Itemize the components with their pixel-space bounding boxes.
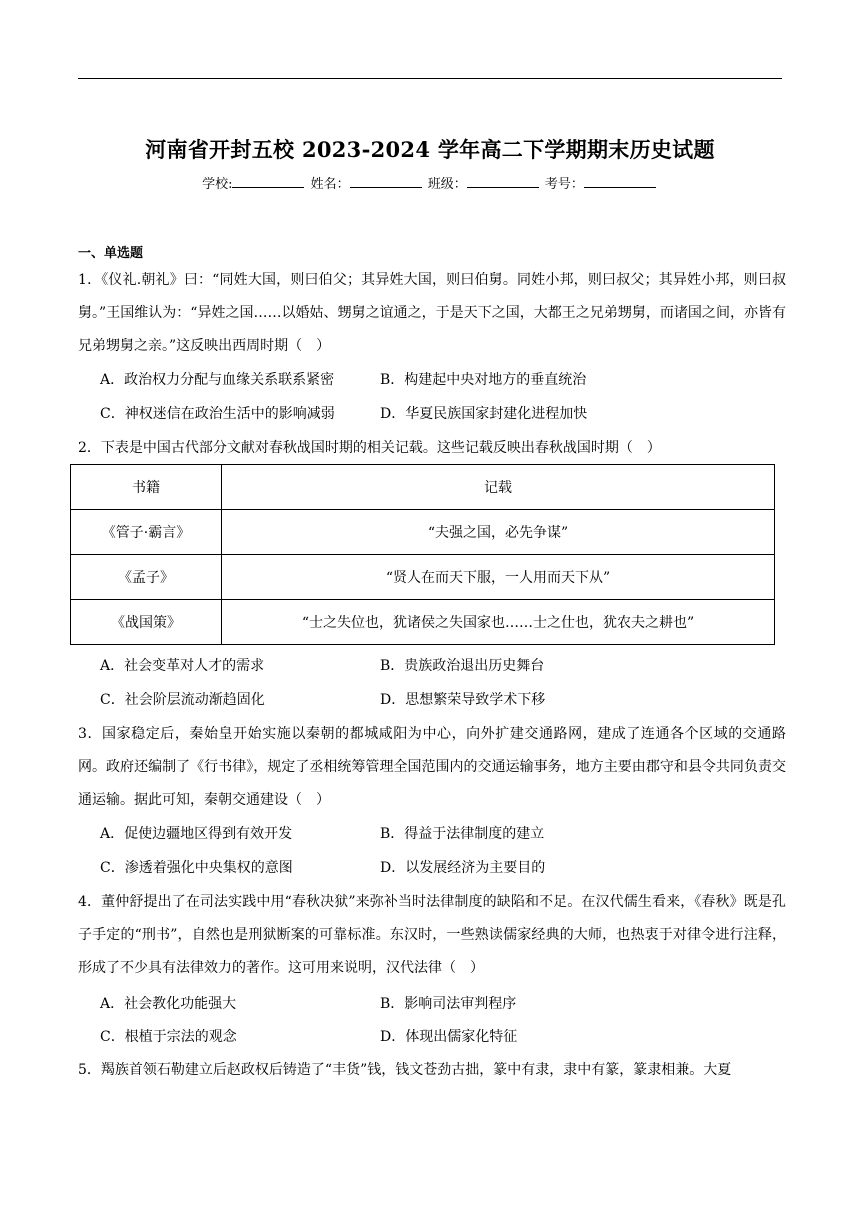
name-label: 姓名： bbox=[310, 177, 350, 192]
school-label: 学校: bbox=[202, 177, 233, 192]
q4-option-a[interactable]: A．社会教化功能强大 bbox=[100, 996, 237, 1012]
exam-title: 河南省开封五校 2023-2024 学年高二下学期期末历史试题 bbox=[145, 137, 715, 162]
question-1-stem: 1．《仪礼.朝礼》曰：“同姓大国，则曰伯父；其异姓大国，则曰伯舅。同姓小邦，则曰叔父；其异姓小邦，则曰叔舅。”王国维认为：“异姓之国……以婚姑、甥舅之谊通之，于是天下之国，大都王之兄弟甥舅，而诸国之间，亦皆有兄弟甥舅之亲。”这反映出西周时期（ ） bbox=[78, 272, 786, 354]
records-table bbox=[70, 464, 775, 645]
q2-option-c[interactable]: C．社会阶层流动渐趋固化 bbox=[100, 692, 265, 708]
q1-option-d[interactable]: D．华夏民族国家封建化进程加快 bbox=[380, 406, 588, 422]
q2-option-d[interactable]: D．思想繁荣导致学术下移 bbox=[380, 692, 546, 708]
q2-option-b[interactable]: B．贵族政治退出历史舞台 bbox=[380, 658, 545, 674]
class-blank[interactable] bbox=[467, 175, 539, 188]
table-row bbox=[71, 600, 775, 645]
q3-option-c[interactable]: C．渗透着强化中央集权的意图 bbox=[100, 860, 293, 876]
table-cell-book: 《战国策》 bbox=[71, 600, 222, 645]
section-title: 一、单选题 bbox=[78, 246, 144, 261]
q3-option-b[interactable]: B．得益于法律制度的建立 bbox=[380, 826, 545, 842]
table-row bbox=[71, 555, 775, 600]
q4-option-b[interactable]: B．影响司法审判程序 bbox=[380, 996, 517, 1012]
table-cell-record: “贤人在而天下服，一人用而天下从” bbox=[222, 555, 775, 600]
q1-option-a[interactable]: A．政治权力分配与血缘关系联系紧密 bbox=[100, 372, 335, 388]
class-label: 班级： bbox=[427, 177, 467, 192]
exam-number-label: 考号： bbox=[544, 177, 584, 192]
question-4-stem: 4．董仲舒提出了在司法实践中用“春秋决狱”来弥补当时法律制度的缺陷和不足。在汉代儒生看来，《春秋》既是孔子手定的“刑书”，自然也是刑狱断案的可靠标准。东汉时，一些熟读儒家经典的大师，也热衷于对律令进行注释，形成了不少具有法律效力的著作。这可用来说明，汉代法律（ ） bbox=[78, 894, 786, 976]
q3-option-a[interactable]: A．促使边疆地区得到有效开发 bbox=[100, 826, 293, 842]
table-header-book: 书籍 bbox=[71, 465, 222, 510]
q4-option-d[interactable]: D．体现出儒家化特征 bbox=[380, 1029, 518, 1045]
name-blank[interactable] bbox=[350, 175, 422, 188]
q1-option-c[interactable]: C．神权迷信在政治生活中的影响减弱 bbox=[100, 406, 335, 422]
header-rule bbox=[78, 78, 782, 79]
table-cell-record: “士之失位也，犹诸侯之失国家也……士之仕也，犹农夫之耕也” bbox=[222, 600, 775, 645]
question-3-stem: 3．国家稳定后，秦始皇开始实施以秦朝的都城咸阳为中心，向外扩建交通路网，建成了连通各个区域的交通路网。政府还编制了《行书律》，规定了丞相统筹管理全国范围内的交通运输事务，地方主要由郡守和县令共同负责交通运输。据此可知，秦朝交通建设（ ） bbox=[78, 726, 786, 808]
q2-option-a[interactable]: A．社会变革对人才的需求 bbox=[100, 658, 265, 674]
q4-option-c[interactable]: C．根植于宗法的观念 bbox=[100, 1029, 237, 1045]
table-cell-book: 《孟子》 bbox=[71, 555, 222, 600]
question-5-stem: 5．羯族首领石勒建立后赵政权后铸造了“丰货”钱，钱文苍劲古拙，篆中有隶，隶中有篆，篆隶相兼。大夏 bbox=[78, 1062, 732, 1078]
question-2-stem: 2．下表是中国古代部分文献对春秋战国时期的相关记载。这些记载反映出春秋战国时期（ ） bbox=[78, 440, 661, 456]
q3-option-d[interactable]: D．以发展经济为主要目的 bbox=[380, 860, 546, 876]
student-info-line bbox=[0, 173, 860, 192]
table-header-record: 记载 bbox=[222, 465, 775, 510]
table-cell-record: “夫强之国，必先争谋” bbox=[222, 510, 775, 555]
school-blank[interactable] bbox=[232, 175, 304, 188]
table-row bbox=[71, 510, 775, 555]
q1-option-b[interactable]: B．构建起中央对地方的垂直统治 bbox=[380, 372, 587, 388]
table-cell-book: 《管子·霸言》 bbox=[71, 510, 222, 555]
table-header-row bbox=[71, 465, 775, 510]
exam-number-blank[interactable] bbox=[584, 175, 656, 188]
